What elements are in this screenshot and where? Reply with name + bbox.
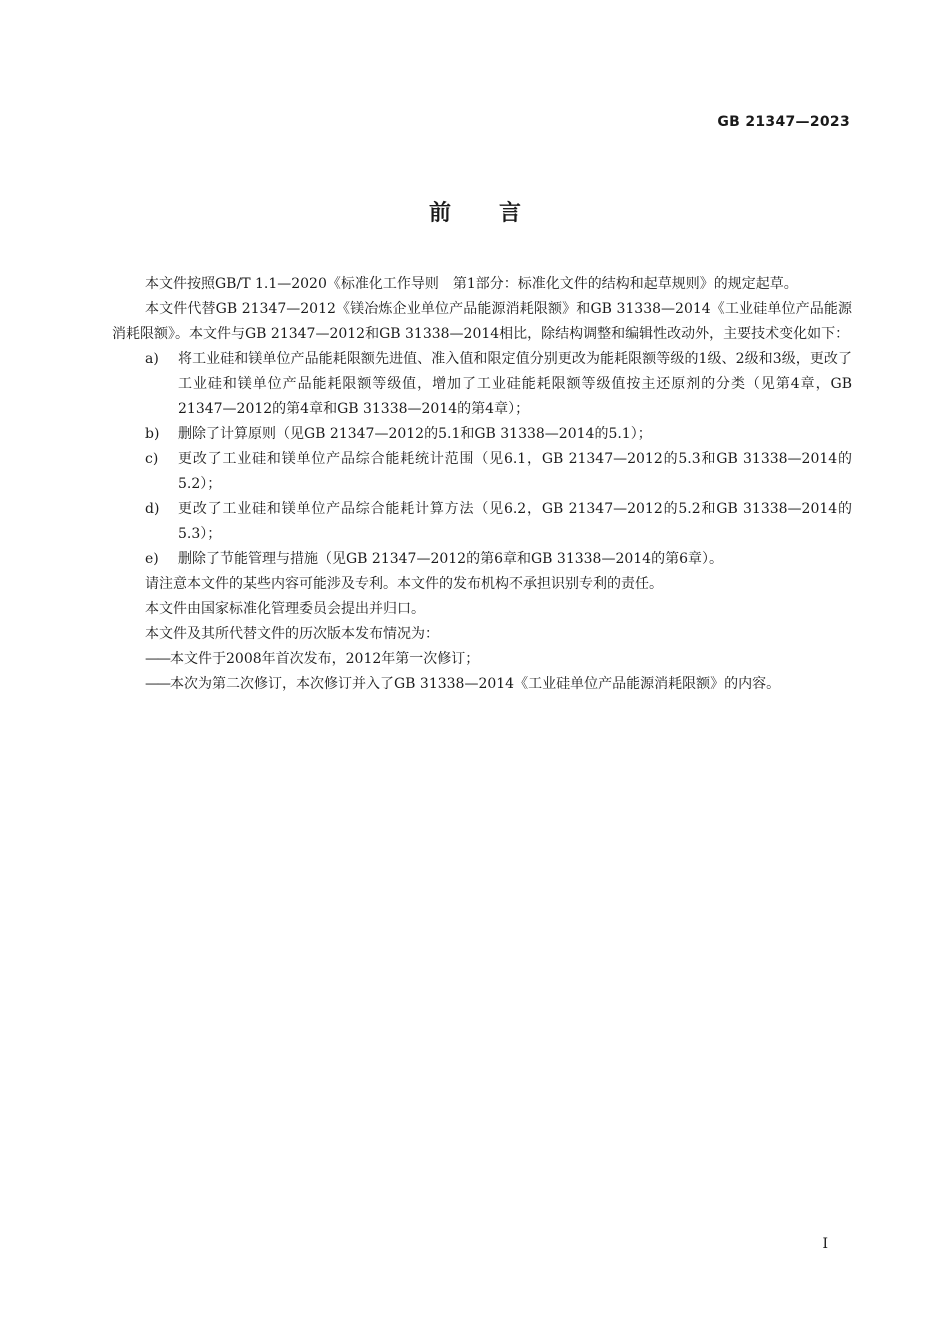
list-item bbox=[112, 547, 852, 572]
title-char-1: 前 bbox=[428, 201, 451, 226]
history-item-text: 本文件于2008年首次发布，2012年第一次修订； bbox=[170, 651, 480, 667]
page-title bbox=[0, 196, 950, 227]
paragraph-history-intro: 本文件及其所代替文件的历次版本发布情况为： bbox=[145, 626, 439, 642]
list-item bbox=[112, 497, 852, 547]
paragraph-patent-notice: 请注意本文件的某些内容可能涉及专利。本文件的发布机构不承担识别专利的责任。 bbox=[145, 576, 663, 592]
page-number: I bbox=[822, 1236, 828, 1252]
list-item bbox=[112, 347, 852, 422]
paragraph-drafting-basis: 本文件按照GB/T 1.1—2020《标准化工作导则 第1部分：标准化文件的结构和起草规则》的规定起草。 bbox=[145, 276, 798, 292]
list-marker: a) bbox=[145, 351, 159, 367]
list-item-text: 更改了工业硅和镁单位产品综合能耗统计范围（见6.1，GB 21347—2012的5.3和GB 31338—2014的5.2）； bbox=[178, 451, 852, 492]
list-item-text: 更改了工业硅和镁单位产品综合能耗计算方法（见6.2，GB 21347—2012的5.2和GB 31338—2014的5.3）； bbox=[178, 501, 852, 542]
dash-marker: —— bbox=[145, 676, 169, 692]
title-char-2: 言 bbox=[499, 201, 522, 226]
list-marker: e) bbox=[145, 551, 159, 567]
list-marker: b) bbox=[145, 426, 160, 442]
document-body bbox=[112, 272, 852, 697]
history-item bbox=[112, 647, 852, 672]
history-item-text: 本次为第二次修订，本次修订并入了GB 31338—2014《工业硅单位产品能源消耗限额》的内容。 bbox=[170, 676, 781, 692]
dash-marker: —— bbox=[145, 651, 169, 667]
list-marker: d) bbox=[145, 501, 160, 517]
list-item bbox=[112, 447, 852, 497]
list-item bbox=[112, 422, 852, 447]
history-item bbox=[112, 672, 852, 697]
list-item-text: 将工业硅和镁单位产品能耗限额先进值、准入值和限定值分别更改为能耗限额等级的1级、2级和3级，更改了工业硅和镁单位产品能耗限额等级值，增加了工业硅能耗限额等级值按主还原剂的分类（见第4章，GB 21347—2012的第4章和GB 31338—2014的第4章）； bbox=[178, 351, 852, 417]
list-marker: c) bbox=[145, 451, 159, 467]
paragraph-proposer: 本文件由国家标准化管理委员会提出并归口。 bbox=[145, 601, 425, 617]
list-item-text: 删除了计算原则（见GB 21347—2012的5.1和GB 31338—2014的5.1）； bbox=[178, 426, 652, 442]
paragraph-replacement: 本文件代替GB 21347—2012《镁冶炼企业单位产品能源消耗限额》和GB 31338—2014《工业硅单位产品能源消耗限额》。本文件与GB 21347—2012和GB 31338—2014相比，除结构调整和编辑性改动外，主要技术变化如下： bbox=[112, 301, 852, 342]
list-item-text: 删除了节能管理与措施（见GB 21347—2012的第6章和GB 31338—2014的第6章）。 bbox=[178, 551, 723, 567]
standard-code: GB 21347—2023 bbox=[717, 114, 850, 130]
